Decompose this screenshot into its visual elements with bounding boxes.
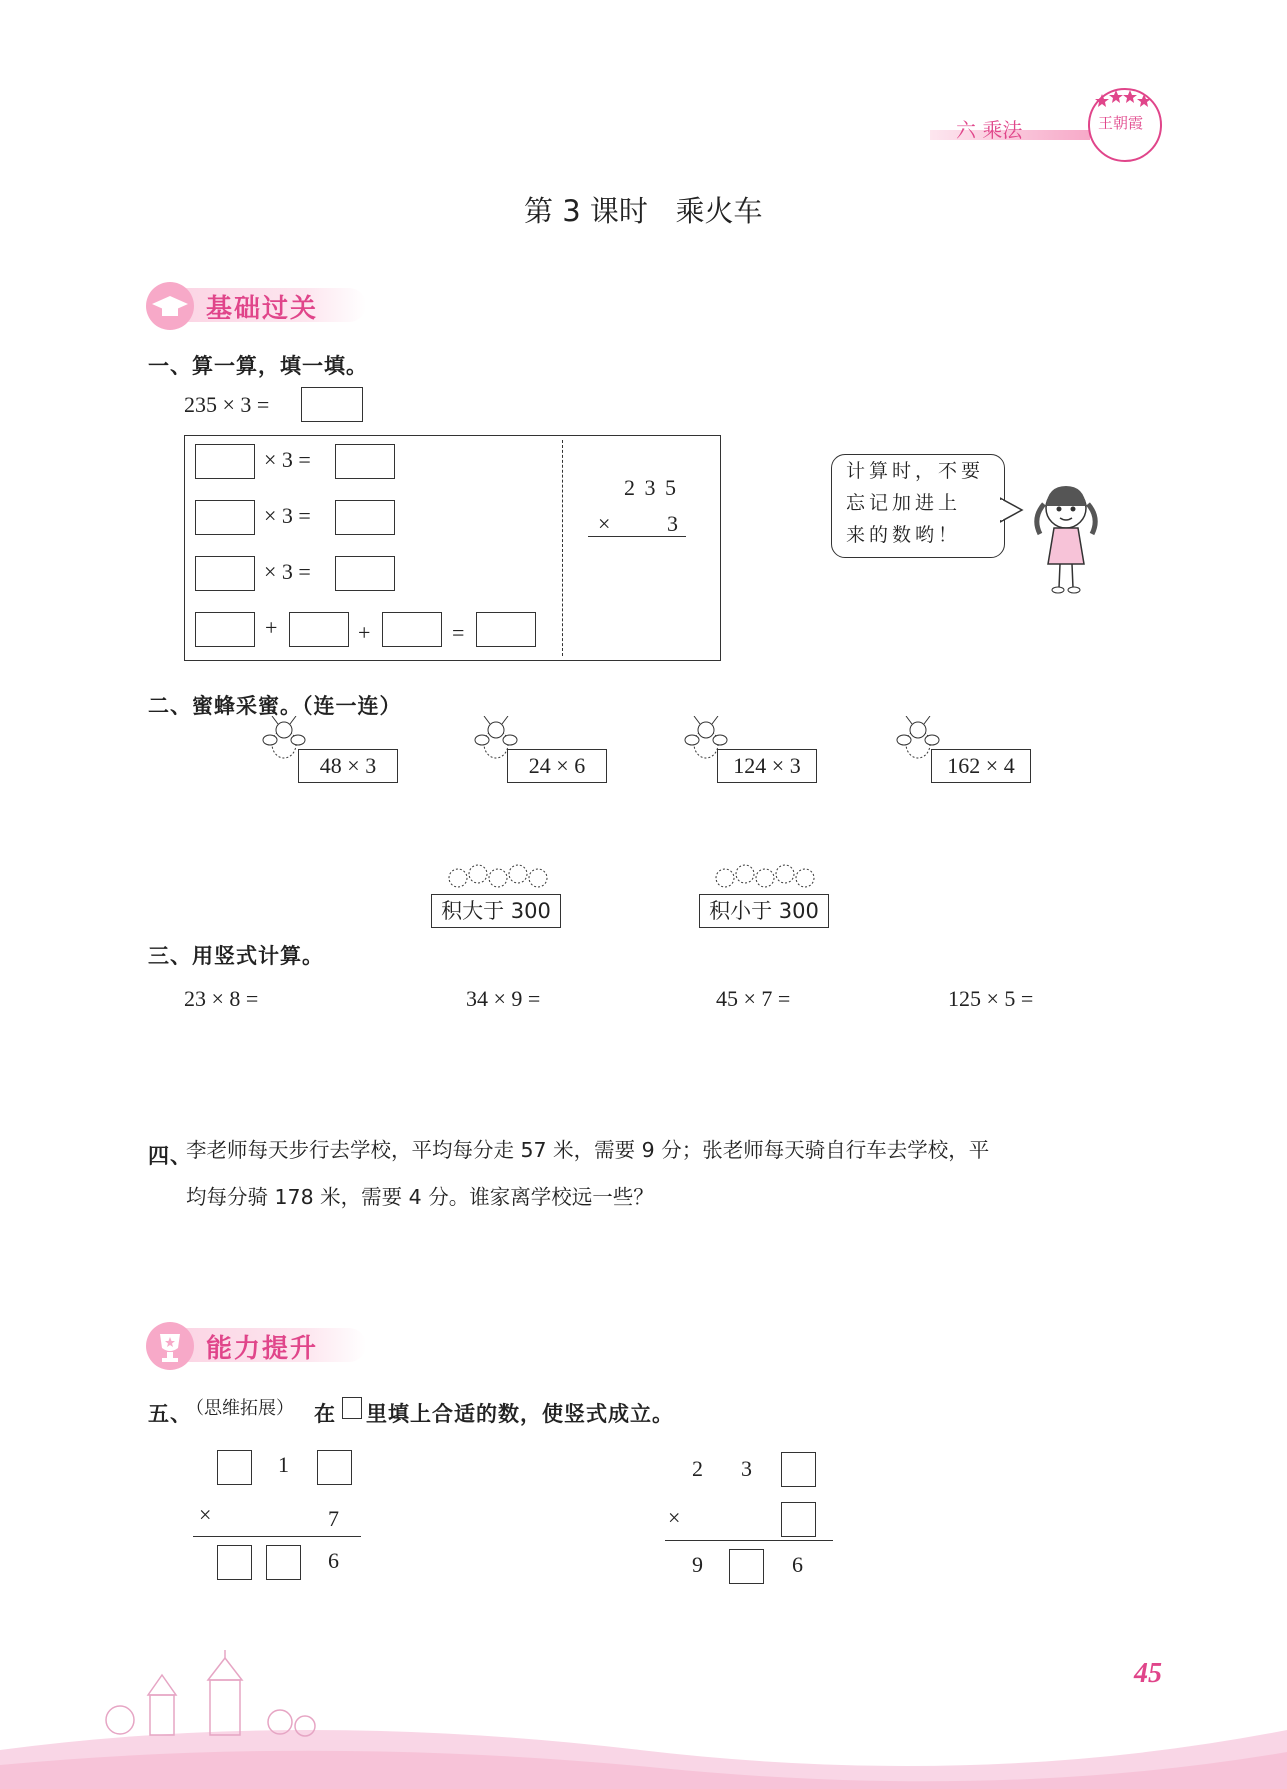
vertical-rule: [588, 536, 686, 537]
question-5-tag: （思维拓展）: [186, 1398, 294, 1419]
blank-box[interactable]: [195, 612, 255, 647]
logo-text: 王朝霞: [1098, 114, 1144, 132]
digit-box[interactable]: [781, 1452, 816, 1487]
blank-box[interactable]: [195, 444, 255, 479]
digit-box[interactable]: [781, 1502, 816, 1537]
digit: 9: [692, 1552, 703, 1577]
bee-expression[interactable]: 24 × 6: [507, 749, 607, 783]
graduation-cap-icon: [146, 282, 194, 330]
digit-box[interactable]: [729, 1549, 764, 1584]
digit-box[interactable]: [266, 1545, 301, 1580]
publisher-logo: [1088, 88, 1162, 162]
vertical-rule: [665, 1540, 833, 1541]
q3-item: 23 × 8 =: [184, 986, 259, 1011]
blank-box[interactable]: [335, 556, 395, 591]
question-5-text-a: 在: [314, 1402, 336, 1426]
plus-sign: +: [265, 615, 278, 640]
question-1-title: 一、算一算，填一填。: [148, 354, 368, 378]
blank-box[interactable]: [476, 612, 536, 647]
q1-divider: [562, 440, 563, 656]
blank-box[interactable]: [382, 612, 442, 647]
blank-box[interactable]: [289, 612, 349, 647]
question-3-title: 三、用竖式计算。: [148, 944, 324, 968]
section-banner-basic: [146, 282, 371, 330]
blank-box[interactable]: [195, 500, 255, 535]
trophy-icon: [146, 1322, 194, 1370]
digit: 6: [328, 1548, 339, 1573]
flower-label[interactable]: 积小于 300: [699, 894, 829, 928]
speech-tail: [1000, 496, 1026, 526]
flower-label[interactable]: 积大于 300: [431, 894, 561, 928]
blank-box[interactable]: [335, 500, 395, 535]
bee-expression[interactable]: 124 × 3: [717, 749, 817, 783]
page-title: 第 3 课时 乘火车: [524, 194, 763, 228]
blank-box[interactable]: [335, 444, 395, 479]
op-symbol: ×: [199, 1502, 212, 1527]
question-4-line2: 均每分骑 178 米，需要 4 分。谁家离学校远一些？: [186, 1185, 654, 1209]
q3-item: 45 × 7 =: [716, 986, 791, 1011]
digit: 3: [741, 1456, 752, 1481]
page-number: 45: [1134, 1658, 1162, 1689]
speech-line: 计算时，不要: [846, 460, 985, 482]
digit-box[interactable]: [317, 1450, 352, 1485]
question-2-title: 二、蜜蜂采蜜。（连一连）: [148, 694, 402, 718]
girl-illustration: [1026, 478, 1106, 598]
digit: 1: [278, 1452, 289, 1477]
bee-expression[interactable]: 48 × 3: [298, 749, 398, 783]
digit-box[interactable]: [217, 1450, 252, 1485]
digit-box[interactable]: [217, 1545, 252, 1580]
digit: 7: [328, 1506, 339, 1531]
vertical-top: 2 3 5: [624, 475, 678, 500]
flowers-icon: [713, 858, 817, 892]
section-label: 基础过关: [206, 294, 319, 324]
plus-sign: +: [358, 620, 371, 645]
row-op: × 3 =: [264, 447, 311, 472]
q1-expression: 235 × 3 =: [184, 392, 270, 417]
question-4-prefix: 四、: [148, 1144, 192, 1168]
vertical-op: ×: [598, 511, 611, 536]
q3-item: 125 × 5 =: [948, 986, 1034, 1011]
blank-box[interactable]: [195, 556, 255, 591]
speech-line: 来的数哟！: [846, 524, 962, 546]
digit: 6: [792, 1552, 803, 1577]
castle-icon: [100, 1650, 330, 1740]
op-symbol: ×: [668, 1505, 681, 1530]
flowers-icon: [446, 858, 550, 892]
row-op: × 3 =: [264, 559, 311, 584]
bee-expression[interactable]: 162 × 4: [931, 749, 1031, 783]
section-banner-advanced: [146, 1322, 371, 1370]
inline-square-icon: [342, 1397, 362, 1419]
section-label: 能力提升: [206, 1334, 319, 1364]
speech-line: 忘记加进上: [846, 492, 962, 514]
vertical-rule: [193, 1536, 361, 1537]
row-op: × 3 =: [264, 503, 311, 528]
chapter-label: 六 乘法: [956, 118, 1023, 142]
equals-sign: =: [452, 620, 465, 645]
question-4-line1: 李老师每天步行去学校，平均每分走 57 米，需要 9 分；张老师每天骑自行车去学校，平: [186, 1138, 990, 1162]
question-5-text-b: 里填上合适的数，使竖式成立。: [366, 1402, 674, 1426]
digit: 2: [692, 1456, 703, 1481]
q3-item: 34 × 9 =: [466, 986, 541, 1011]
answer-box[interactable]: [301, 387, 363, 422]
question-5-prefix: 五、: [148, 1402, 192, 1426]
vertical-num: 3: [667, 511, 678, 536]
